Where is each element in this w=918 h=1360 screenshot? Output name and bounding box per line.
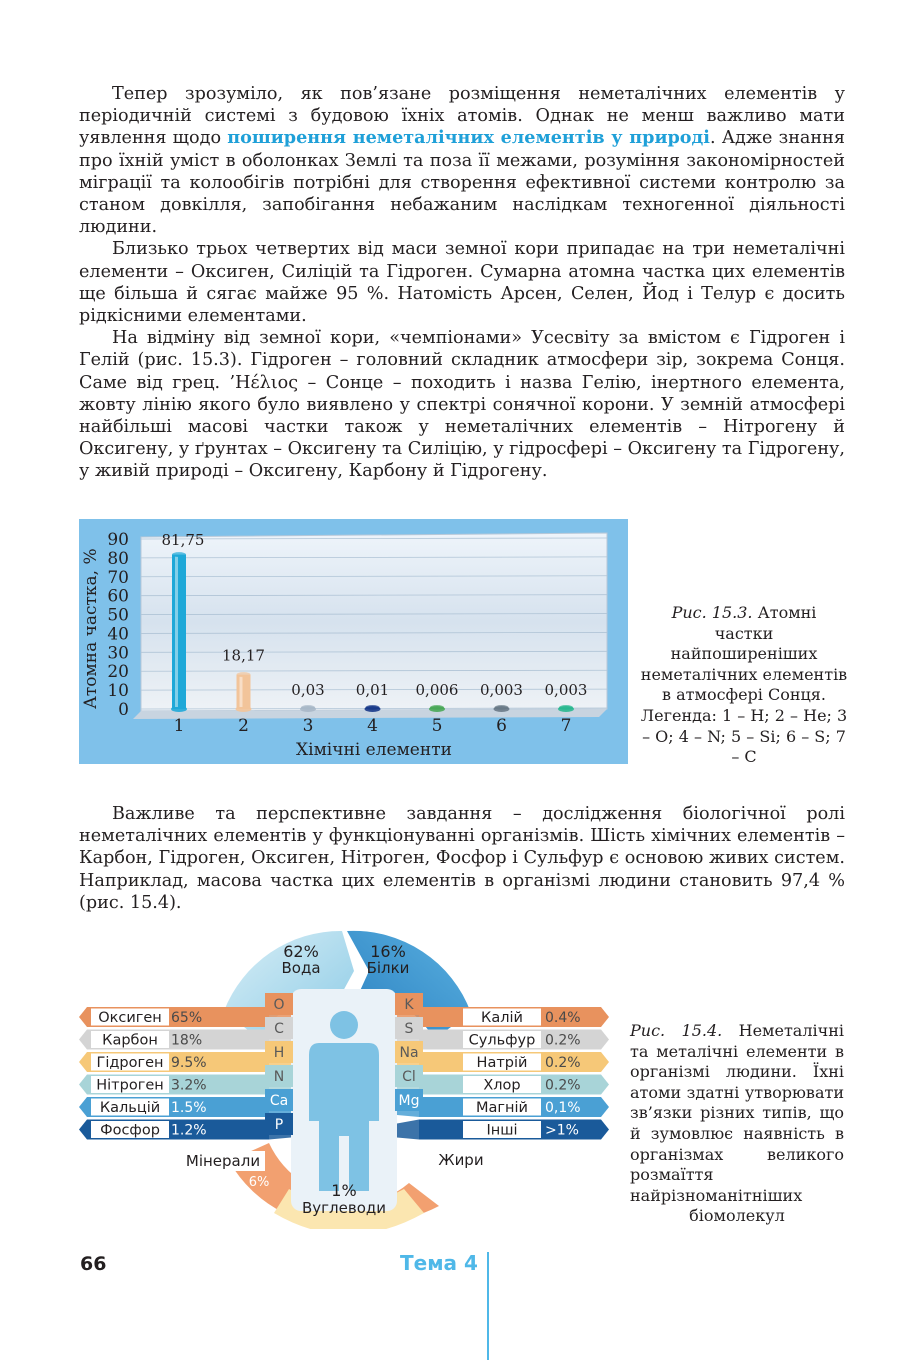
bar-top [237, 672, 251, 677]
element-pct: 65% [171, 1010, 203, 1026]
y-axis-label: Атомна частка, % [81, 548, 101, 709]
paragraph-3: На відміну від земної кори, «чемпіонами» Усесвіту за вмістом є Гідроген і Гелій (рис. 15.3). Гідроген – головний складник атмосфери зір, зокрема Сонця. Саме від грец. ’Ηέλιος – Сонце – походить і назва Гелію, інертного елемента, жовту лінію якого було виявлено у спектрі сонячної корони. У земній атмосфері найбільші масові частки також у неметалічних елементів – Нітрогену й Оксигену, у ґрунтах – Оксигену та Силіцію, у гідросфері – Оксигену та Гідрогену, у живій природі – Оксигену, Карбону й Гідрогену. [79, 328, 845, 482]
y-tick-label: 30 [107, 643, 129, 664]
element-symbol: Cl [402, 1069, 416, 1085]
x-tick-label: 4 [367, 716, 378, 736]
figure-caption-15-3 [640, 603, 848, 768]
proteins-label: Білки [366, 959, 410, 977]
bar-top [559, 705, 573, 710]
water-pct: 62% [283, 942, 319, 961]
element-name: Кальцій [99, 1100, 161, 1116]
y-tick-label: 50 [107, 605, 129, 626]
element-symbol: N [273, 1069, 285, 1085]
element-pct: 0.4% [545, 1010, 581, 1026]
bar-chart-sun-atmosphere [79, 519, 628, 764]
y-tick-label: 80 [107, 548, 129, 569]
y-tick-label: 0 [118, 700, 129, 720]
caption-label: Рис. 15.4. [630, 1021, 723, 1040]
x-tick-label: 3 [302, 716, 314, 736]
y-tick-label: 90 [107, 530, 129, 550]
element-symbol: Na [399, 1045, 419, 1061]
element-symbol: P [274, 1117, 284, 1133]
value-label: 0,01 [355, 681, 390, 699]
paragraph-2: Близько трьох четвертих від маси земної кори припадає на три неметалічні елементи – Оксиген, Силіцій та Гідроген. Сумарна атомна частка цих елементів ще більша й сягає майже 95 %. Натомість Арсен, Селен, Йод і Телур є досить рідкісними елементами. [79, 239, 845, 327]
element-pct: >1% [545, 1122, 579, 1139]
element-pct: 1.2% [171, 1122, 207, 1139]
value-label: 0,006 [415, 681, 459, 699]
element-symbol: K [404, 997, 414, 1013]
element-name: Інші [486, 1122, 518, 1139]
x-axis-label: Хімічні елементи [296, 740, 452, 760]
element-pct: 0.2% [545, 1055, 581, 1071]
fats-pct: 16% [414, 1174, 444, 1189]
chart-canvas [79, 519, 628, 764]
y-tick-label: 60 [107, 586, 129, 607]
figure-caption-15-4 [630, 1021, 844, 1227]
element-name: Карбон [102, 1032, 158, 1049]
element-pct: 0,1% [545, 1100, 581, 1116]
value-label: 18,17 [222, 646, 265, 665]
element-pct: 0.2% [545, 1032, 581, 1049]
element-name: Натрій [476, 1055, 528, 1071]
y-tick-label: 40 [107, 624, 129, 645]
bar-highlight [175, 557, 178, 707]
water-label: Вода [281, 959, 321, 977]
y-tick-label: 20 [107, 662, 129, 683]
x-tick-label: 2 [238, 716, 249, 736]
element-pct: 1.5% [171, 1100, 207, 1116]
carbs-label: Вуглеводи [301, 1199, 387, 1217]
fats-label: Жири [438, 1151, 484, 1169]
value-label: 0,003 [480, 681, 523, 699]
element-name: Фосфор [100, 1122, 160, 1139]
element-name: Нітроген [96, 1077, 164, 1094]
element-symbol: Ca [269, 1093, 289, 1109]
element-pct: 18% [171, 1032, 203, 1049]
minerals-label: Мінерали [185, 1152, 261, 1170]
caption-text: Неметалічні та металічні елементи в організмі людини. Їхні атоми здатні утворювати зв’язки різних типів, що й зумовлює наявність в організмах великого розмаїття найрізноманітніших біомолекул [630, 1021, 844, 1226]
element-symbol: O [273, 997, 285, 1013]
x-tick-label: 1 [173, 716, 185, 736]
element-name: Сульфур [468, 1032, 536, 1049]
element-symbol: Mg [398, 1093, 420, 1109]
highlight-term: поширення неметалічних елементів у природі [227, 127, 710, 149]
element-symbol: C [274, 1021, 284, 1037]
element-name: Гідроген [96, 1055, 164, 1071]
body-head [330, 1011, 358, 1039]
section-title: Тема 4 [400, 1251, 478, 1275]
element-name: Хлор [483, 1077, 521, 1094]
page-number: 66 [80, 1253, 107, 1275]
value-label: 0,003 [544, 681, 588, 699]
bar-1 [172, 555, 186, 709]
x-tick-label: 6 [496, 716, 507, 736]
intro-text [79, 83, 845, 483]
bar-top [495, 705, 509, 710]
y-tick-label: 70 [107, 567, 129, 588]
carbs-pct: 1% [331, 1181, 357, 1200]
bar-top [430, 705, 444, 710]
value-label: 81,75 [161, 531, 205, 549]
figure-canvas [79, 921, 609, 1229]
right-connector [397, 1120, 419, 1140]
value-label: 0,03 [291, 681, 325, 699]
bar-2 [237, 675, 251, 709]
bar-top [366, 705, 380, 710]
proteins-pct: 16% [370, 942, 406, 961]
element-pct: 3.2% [171, 1077, 207, 1094]
x-tick-label: 7 [560, 716, 572, 736]
element-symbol: S [404, 1021, 414, 1037]
caption-text: Атомні частки найпоширеніших неметалічних елементів в атмосфері Сонця. Легенда: 1 – H; 2 – He; 3 – O; 4 – N; 5 – Si; 6 – S; 7 – C [640, 603, 848, 767]
element-name: Оксиген [98, 1010, 162, 1026]
footer-divider [487, 1252, 489, 1360]
element-pct: 9.5% [171, 1055, 207, 1071]
caption-label: Рис. 15.3. [671, 603, 753, 622]
element-name: Магній [476, 1100, 528, 1116]
minerals-pct: 6% [248, 1175, 270, 1190]
mid-text [79, 803, 845, 914]
bar-top [172, 552, 186, 557]
paragraph-1: Тепер зрозуміло, як пов’язане розміщення неметалічних елементів у періодичній системі з будовою їхніх атомів. Однак не менш важливо мати уявлення щодо поширення неметалічних елементів у природі. Адже знання про їхній уміст в оболонках Землі та поза її межами, розуміння закономірностей міграції та колообігів потрібні для створення ефективної системи контролю за станом довкілля, запобігання небажаним наслідкам техногенної діяльності людини. [79, 84, 845, 238]
paragraph-4: Важливе та перспективне завдання – дослідження біологічної ролі неметалічних елементів у функціонуванні організмів. Шість хімічних елементів – Карбон, Гідроген, Оксиген, Нітроген, Фосфор і Сульфур є основою живих систем. Наприклад, масова частка цих елементів в організмі людини становить 97,4 % (рис. 15.4). [79, 804, 845, 913]
y-tick-label: 10 [107, 681, 129, 702]
element-pct: 0.2% [545, 1077, 581, 1094]
human-body-elements-figure [79, 921, 609, 1229]
bar-top [301, 705, 315, 710]
element-symbol: H [273, 1045, 285, 1061]
bar-highlight [240, 677, 243, 707]
element-name: Калій [481, 1010, 523, 1026]
x-tick-label: 5 [431, 716, 443, 736]
